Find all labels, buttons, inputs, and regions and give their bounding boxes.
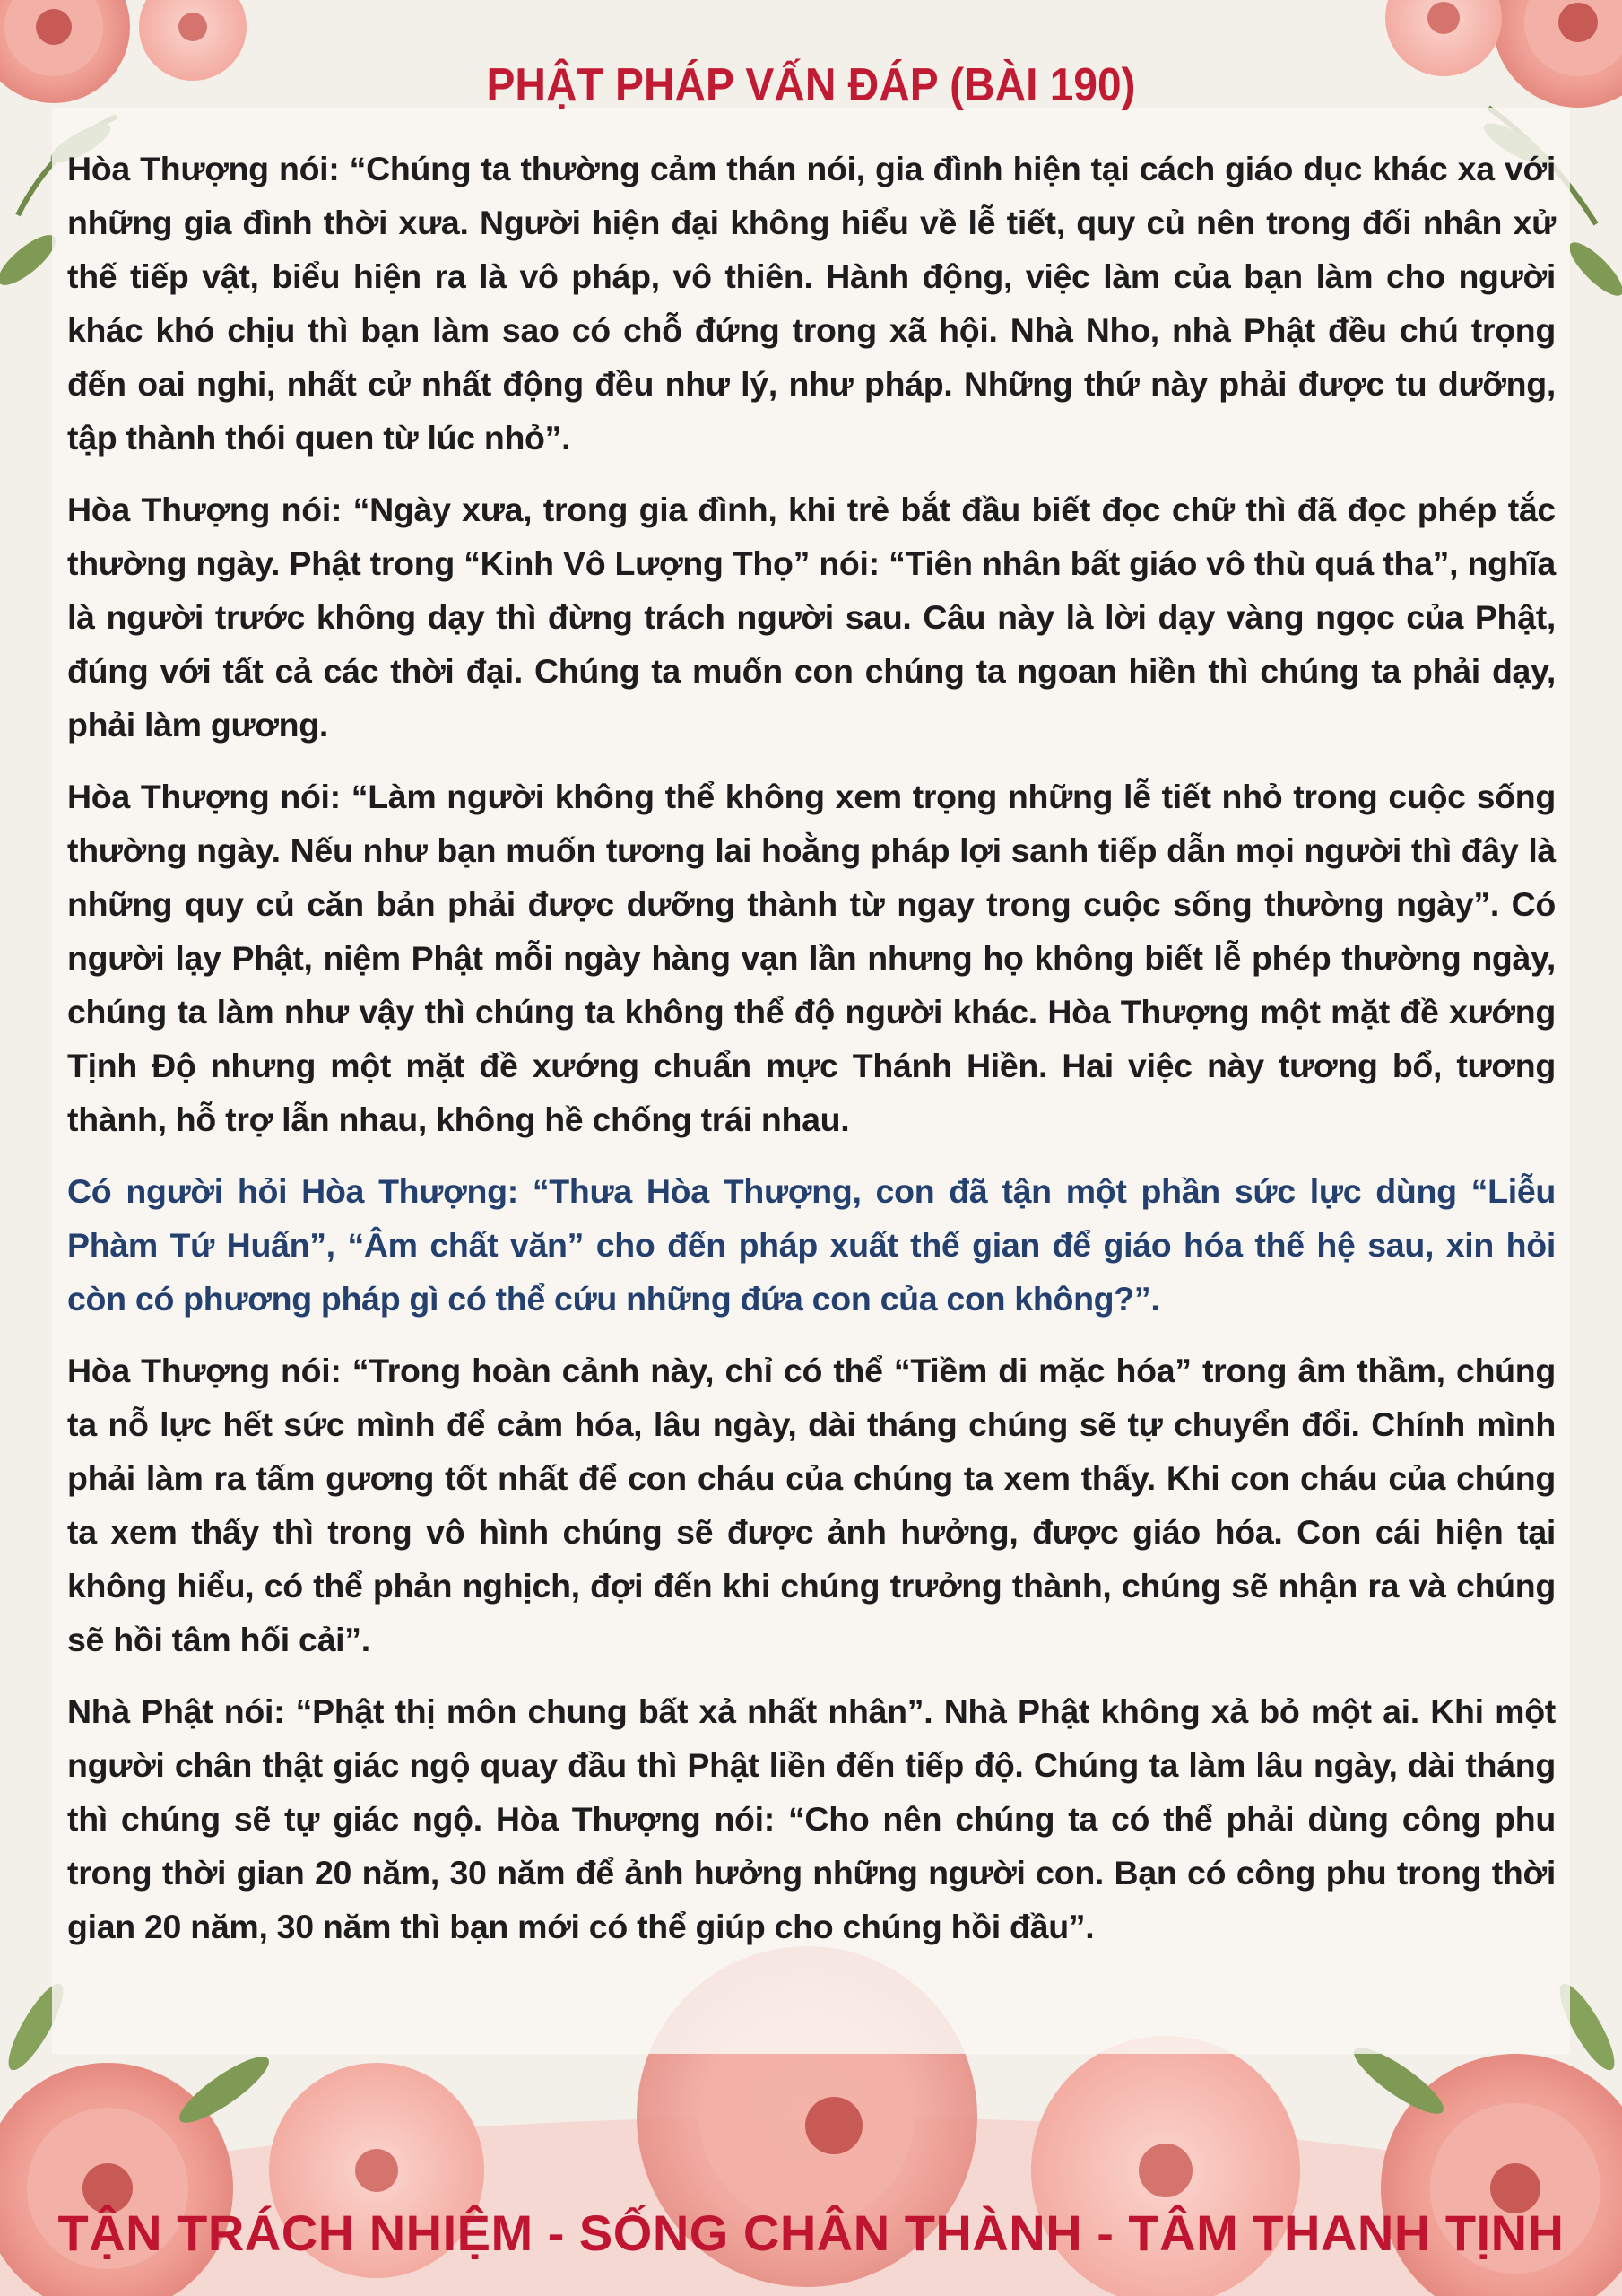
paragraph: Hòa Thượng nói: “Ngày xưa, trong gia đình, khi trẻ bắt đầu biết đọc chữ thì đã đọc phép tắc thường ngày. Phật trong “Kinh Vô Lượng Thọ” nói: “Tiên nhân bất giáo vô thù quá tha”, nghĩa là người trước không dạy thì đừng trách người sau. Câu này là lời dạy vàng ngọc của Phật, đúng với tất cả các thời đại. Chúng ta muốn con chúng ta ngoan hiền thì chúng ta phải dạy, phải làm gương.: [67, 491, 1556, 744]
page-title: PHẬT PHÁP VẤN ĐÁP (BÀI 190): [486, 59, 1136, 111]
paragraph: Hòa Thượng nói: “Làm người không thể không xem trọng những lễ tiết nhỏ trong cuộc sống thường ngày. Nếu như bạn muốn tương lai hoằng pháp lợi sanh tiếp dẫn mọi người thì đây là những quy củ căn bản phải được dưỡng thành từ ngay trong cuộc sống thường ngày”. Có người lạy Phật, niệm Phật mỗi ngày hàng vạn lần nhưng họ không biết lễ phép thường ngày, chúng ta làm như vậy thì chúng ta không thể độ người khác. Hòa Thượng một mặt đề xướng Tịnh Độ nhưng một mặt đề xướng chuẩn mực Thánh Hiền. Hai việc này tương bổ, tương thành, hỗ trợ lẫn nhau, không hề chống trái nhau.: [67, 778, 1556, 1138]
footer-slogan: TẬN TRÁCH NHIỆM - SỐNG CHÂN THÀNH - TÂM THANH TỊNH: [57, 2205, 1565, 2261]
paragraph: Nhà Phật nói: “Phật thị môn chung bất xả nhất nhân”. Nhà Phật không xả bỏ một ai. Khi một người chân thật giác ngộ quay đầu thì Phật liền đến tiếp độ. Chúng ta làm lâu ngày, dài tháng thì chúng sẽ tự giác ngộ. Hòa Thượng nói: “Cho nên chúng ta có thể phải dùng công phu trong thời gian 20 năm, 30 năm để ảnh hưởng những người con. Bạn có công phu trong thời gian 20 năm, 30 năm thì bạn mới có thể giúp cho chúng hồi đầu”.: [67, 1692, 1556, 1945]
question-paragraph: Có người hỏi Hòa Thượng: “Thưa Hòa Thượng, con đã tận một phần sức lực dùng “Liễu Phàm Tứ Huấn”, “Âm chất văn” cho đến pháp xuất thế gian để giáo hóa thế hệ sau, xin hỏi còn có phương pháp gì có thể cứu những đứa con của con không?”.: [67, 1172, 1556, 1318]
paragraph: Hòa Thượng nói: “Chúng ta thường cảm thán nói, gia đình hiện tại cách giáo dục khác xa với những gia đình thời xưa. Người hiện đại không hiểu về lễ tiết, quy củ nên trong đối nhân xử thế tiếp vật, biểu hiện ra là vô pháp, vô thiên. Hành động, việc làm của bạn làm cho người khác khó chịu thì bạn làm sao có chỗ đứng trong xã hội. Nhà Nho, nhà Phật đều chú trọng đến oai nghi, nhất cử nhất động đều như lý, như pháp. Những thứ này phải được tu dưỡng, tập thành thói quen từ lúc nhỏ”.: [67, 150, 1556, 457]
paragraph: Hòa Thượng nói: “Trong hoàn cảnh này, chỉ có thể “Tiềm di mặc hóa” trong âm thầm, chúng ta nỗ lực hết sức mình để cảm hóa, lâu ngày, dài tháng chúng sẽ tự chuyển đổi. Chính mình phải làm ra tấm gương tốt nhất để con cháu của chúng ta xem thấy. Khi con cháu của chúng ta xem thấy thì trong vô hình chúng sẽ được ảnh hưởng, được giáo hóa. Con cái hiện tại không hiểu, có thể phản nghịch, đợi đến khi chúng trưởng thành, chúng sẽ nhận ra và chúng sẽ hồi tâm hối cải”.: [67, 1352, 1556, 1658]
article-body: [67, 142, 1556, 1971]
